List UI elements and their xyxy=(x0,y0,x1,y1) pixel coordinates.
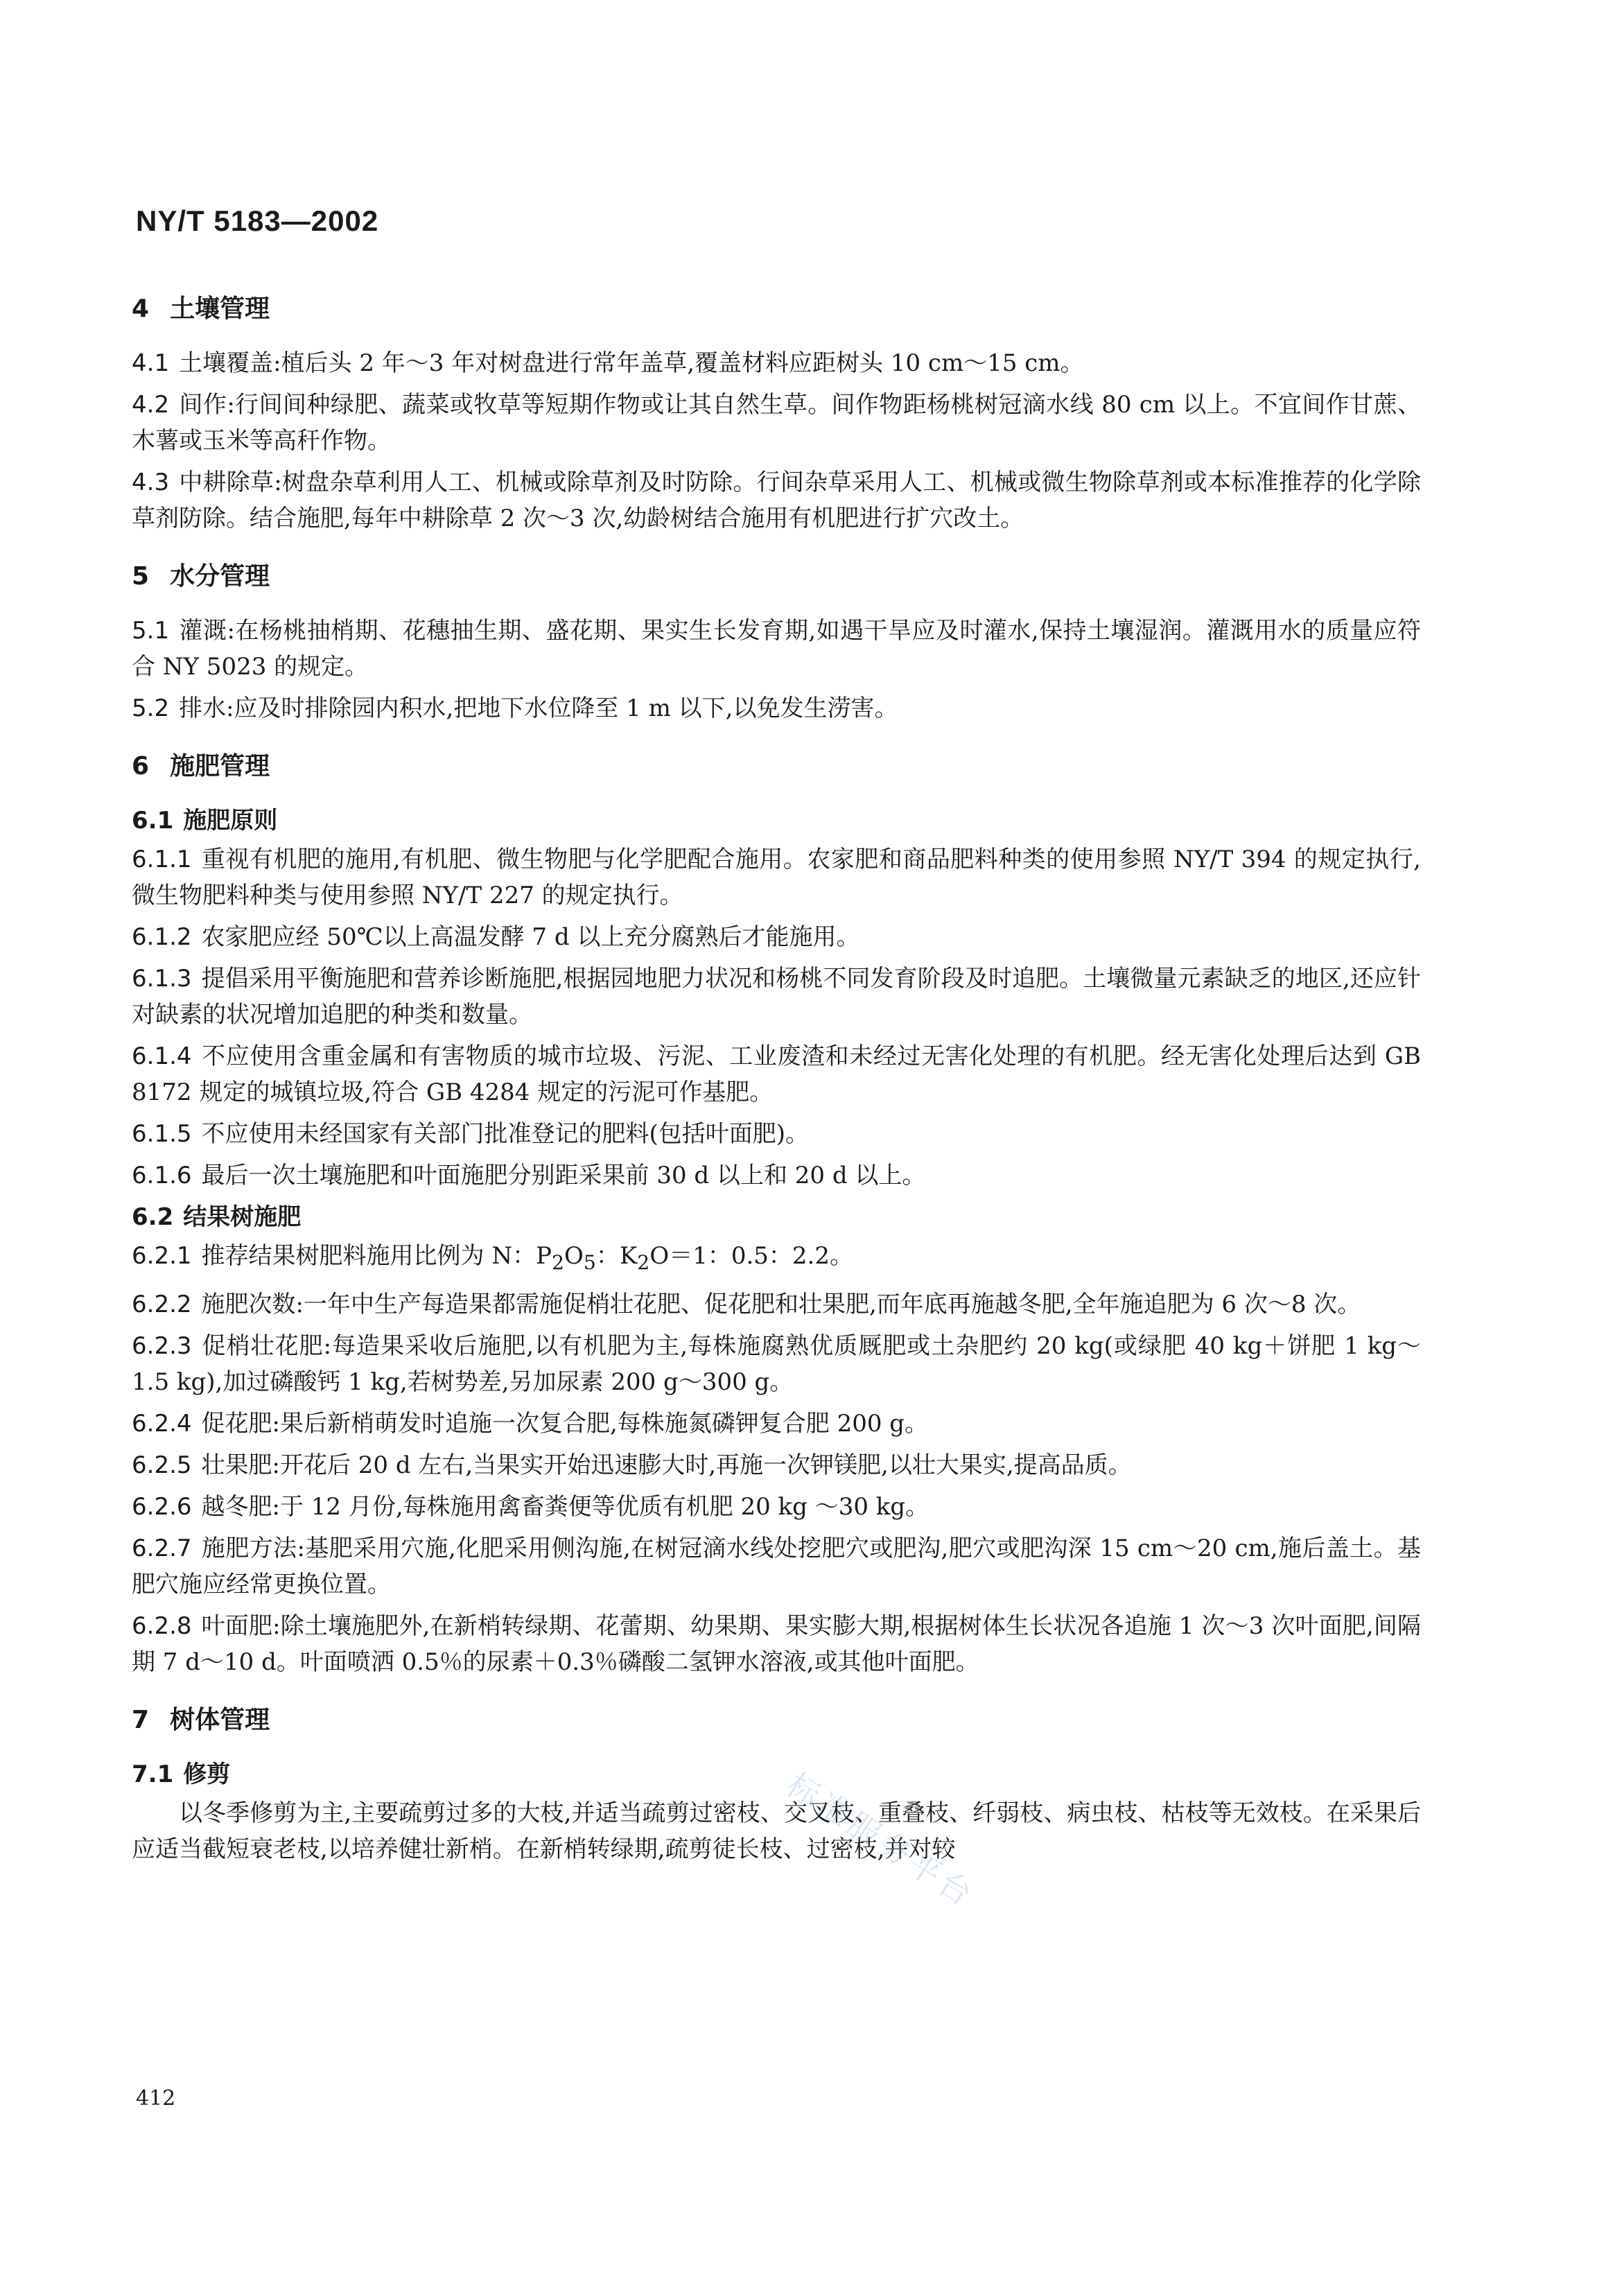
clause-number: 4.2 xyxy=(132,391,170,419)
clause-number: 6.2.7 xyxy=(132,1534,192,1562)
clause-text: 越冬肥:于 12 月份,每株施用禽畜粪便等优质有机肥 20 kg ～30 kg。 xyxy=(201,1492,929,1521)
subsection-number: 7.1 xyxy=(132,1760,174,1788)
clause-number: 4.1 xyxy=(132,349,170,377)
clause-text: 不应使用未经国家有关部门批准登记的肥料(包括叶面肥)。 xyxy=(201,1120,810,1148)
section-5-title xyxy=(132,559,1421,595)
clause-number: 6.2.2 xyxy=(132,1290,192,1318)
clause-4-2 xyxy=(132,387,1421,459)
clause-6-2-6 xyxy=(132,1489,1421,1525)
subsection-heading: 修剪 xyxy=(183,1760,231,1788)
clause-text: 中耕除草:树盘杂草利用人工、机械或除草剂及时防除。行间杂草采用人工、机械或微生物除草剂或本标准推荐的化学除草剂防除。结合施肥,每年中耕除草 2 次～3 次,幼龄树结合施用有机肥进行扩穴改土。 xyxy=(132,469,1421,532)
watermark: 标准服务平台 xyxy=(780,1765,982,1915)
clause-number: 6.2.8 xyxy=(132,1612,192,1640)
clause-number: 6.1.4 xyxy=(132,1042,192,1070)
subsection-number: 6.2 xyxy=(132,1203,174,1231)
subsection-number: 6.1 xyxy=(132,807,174,835)
section-heading: 土壤管理 xyxy=(170,295,270,323)
clause-6-2-7 xyxy=(132,1530,1421,1603)
document-body xyxy=(132,291,1421,1873)
subsection-6-1-title xyxy=(132,803,1421,839)
subscript: 2 xyxy=(551,1250,564,1274)
section-4-title xyxy=(132,291,1421,327)
document-code: NY/T 5183—2002 xyxy=(136,204,379,237)
clause-text: 促梢壮花肥:每造果采收后施肥,以有机肥为主,每株施腐熟优质厩肥或土杂肥约 20 kg(或绿肥 40 kg＋饼肥 1 kg～1.5 kg),加过磷酸钙 1 kg,若树势差,另加尿素 200 g～300 g。 xyxy=(132,1331,1421,1396)
clause-text: 不应使用含重金属和有害物质的城市垃圾、污泥、工业废渣和未经过无害化处理的有机肥。经无害化处理后达到 GB 8172 规定的城镇垃圾,符合 GB 4284 规定的污泥可作基肥。 xyxy=(132,1042,1421,1106)
clause-6-2-8 xyxy=(132,1608,1421,1680)
clause-number: 6.2.5 xyxy=(132,1451,192,1479)
subsection-heading: 施肥原则 xyxy=(183,807,278,835)
clause-text-part: O xyxy=(564,1242,584,1270)
clause-number: 5.2 xyxy=(132,695,170,722)
clause-number: 4.3 xyxy=(132,469,170,496)
section-heading: 水分管理 xyxy=(170,562,270,591)
clause-number: 6.2.4 xyxy=(132,1409,192,1438)
clause-text: 施肥次数:一年中生产每造果都需施促梢壮花肥、促花肥和壮果肥,而年底再施越冬肥,全年施追肥为 6 次～8 次。 xyxy=(201,1290,1361,1318)
clause-number: 6.1.5 xyxy=(132,1120,192,1148)
clause-number: 6.1.1 xyxy=(132,846,192,873)
clause-6-1-1 xyxy=(132,841,1421,914)
clause-text-part: O＝1：0.5：2.2。 xyxy=(649,1242,853,1270)
clause-text: 促花肥:果后新梢萌发时追施一次复合肥,每株施氮磷钾复合肥 200 g。 xyxy=(201,1409,929,1438)
section-heading: 树体管理 xyxy=(170,1705,270,1734)
section-number: 6 xyxy=(132,752,150,780)
clause-number: 6.2.1 xyxy=(132,1242,192,1270)
clause-6-2-1 xyxy=(132,1238,1421,1281)
clause-text: 叶面肥:除土壤施肥外,在新梢转绿期、花蕾期、幼果期、果实膨大期,根据树体生长状况各追施 1 次～3 次叶面肥,间隔期 7 d～10 d。叶面喷洒 0.5％的尿素＋0.3％磷酸二氢钾水溶液,或其他叶面肥。 xyxy=(132,1612,1421,1676)
clause-text: 土壤覆盖:植后头 2 年～3 年对树盘进行常年盖草,覆盖材料应距树头 10 cm～15 cm。 xyxy=(179,349,1084,377)
clause-text: 间作:行间间种绿肥、蔬菜或牧草等短期作物或让其自然生草。间作物距杨桃树冠滴水线 80 cm 以上。不宜间作甘蔗、木薯或玉米等高秆作物。 xyxy=(132,391,1421,455)
clause-number: 5.1 xyxy=(132,617,170,645)
clause-4-3 xyxy=(132,464,1421,536)
clause-4-1 xyxy=(132,345,1421,381)
section-number: 4 xyxy=(132,295,150,323)
clause-text-part: 推荐结果树肥料施用比例为 N：P xyxy=(201,1242,552,1270)
section-7-title xyxy=(132,1702,1421,1738)
clause-number: 6.2.3 xyxy=(132,1331,192,1360)
subsection-7-1-title xyxy=(132,1756,1421,1792)
clause-text: 提倡采用平衡施肥和营养诊断施肥,根据园地肥力状况和杨桃不同发育阶段及时追肥。土壤微量元素缺乏的地区,还应针对缺素的状况增加追肥的种类和数量。 xyxy=(132,965,1421,1029)
section-6-title xyxy=(132,749,1421,785)
clause-6-1-5 xyxy=(132,1116,1421,1152)
clause-number: 6.1.2 xyxy=(132,923,192,951)
clause-5-2 xyxy=(132,690,1421,726)
section-heading: 施肥管理 xyxy=(170,752,270,780)
clause-6-2-4 xyxy=(132,1406,1421,1442)
subsection-6-2-title xyxy=(132,1199,1421,1235)
clause-text: 壮果肥:开花后 20 d 左右,当果实开始迅速膨大时,再施一次钾镁肥,以壮大果实,提高品质。 xyxy=(201,1451,1132,1479)
section-number: 5 xyxy=(132,562,150,591)
clause-text: 排水:应及时排除园内积水,把地下水位降至 1 m 以下,以免发生涝害。 xyxy=(179,695,898,722)
clause-text: 重视有机肥的施用,有机肥、微生物肥与化学肥配合施用。农家肥和商品肥料种类的使用参照 NY/T 394 的规定执行,微生物肥料种类与使用参照 NY/T 227 的规定执行。 xyxy=(132,846,1421,909)
clause-6-1-6 xyxy=(132,1158,1421,1194)
clause-6-2-3 xyxy=(132,1328,1421,1400)
clause-text: 灌溉:在杨桃抽梢期、花穗抽生期、盛花期、果实生长发育期,如遇干旱应及时灌水,保持土壤湿润。灌溉用水的质量应符合 NY 5023 的规定。 xyxy=(132,617,1421,681)
clause-5-1 xyxy=(132,613,1421,685)
clause-text: 最后一次土壤施肥和叶面施肥分别距采果前 30 d 以上和 20 d 以上。 xyxy=(201,1162,926,1189)
subsection-heading: 结果树施肥 xyxy=(183,1203,302,1231)
clause-6-1-2 xyxy=(132,919,1421,955)
clause-6-2-5 xyxy=(132,1447,1421,1483)
subscript: 2 xyxy=(637,1250,650,1274)
clause-text: 农家肥应经 50℃以上高温发酵 7 d 以上充分腐熟后才能施用。 xyxy=(201,923,860,951)
section-number: 7 xyxy=(132,1705,150,1734)
clause-number: 6.1.6 xyxy=(132,1162,192,1189)
clause-number: 6.2.6 xyxy=(132,1492,192,1521)
subscript: 5 xyxy=(583,1250,596,1274)
paragraph-7-1: 以冬季修剪为主,主要疏剪过多的大枝,并适当疏剪过密枝、交叉枝、重叠枝、纤弱枝、病虫枝、枯枝等无效枝。在采果后应适当截短衰老枝,以培养健壮新梢。在新梢转绿期,疏剪徒长枝、过密枝,并对较 xyxy=(132,1799,1421,1863)
clause-6-1-3 xyxy=(132,961,1421,1033)
clause-number: 6.1.3 xyxy=(132,965,192,993)
clause-text-part: ：K xyxy=(595,1242,638,1270)
clause-text: 施肥方法:基肥采用穴施,化肥采用侧沟施,在树冠滴水线处挖肥穴或肥沟,肥穴或肥沟深 15 cm～20 cm,施后盖土。基肥穴施应经常更换位置。 xyxy=(132,1534,1421,1598)
page-number: 412 xyxy=(136,2086,176,2111)
clause-6-1-4 xyxy=(132,1038,1421,1110)
clause-6-2-2 xyxy=(132,1286,1421,1322)
